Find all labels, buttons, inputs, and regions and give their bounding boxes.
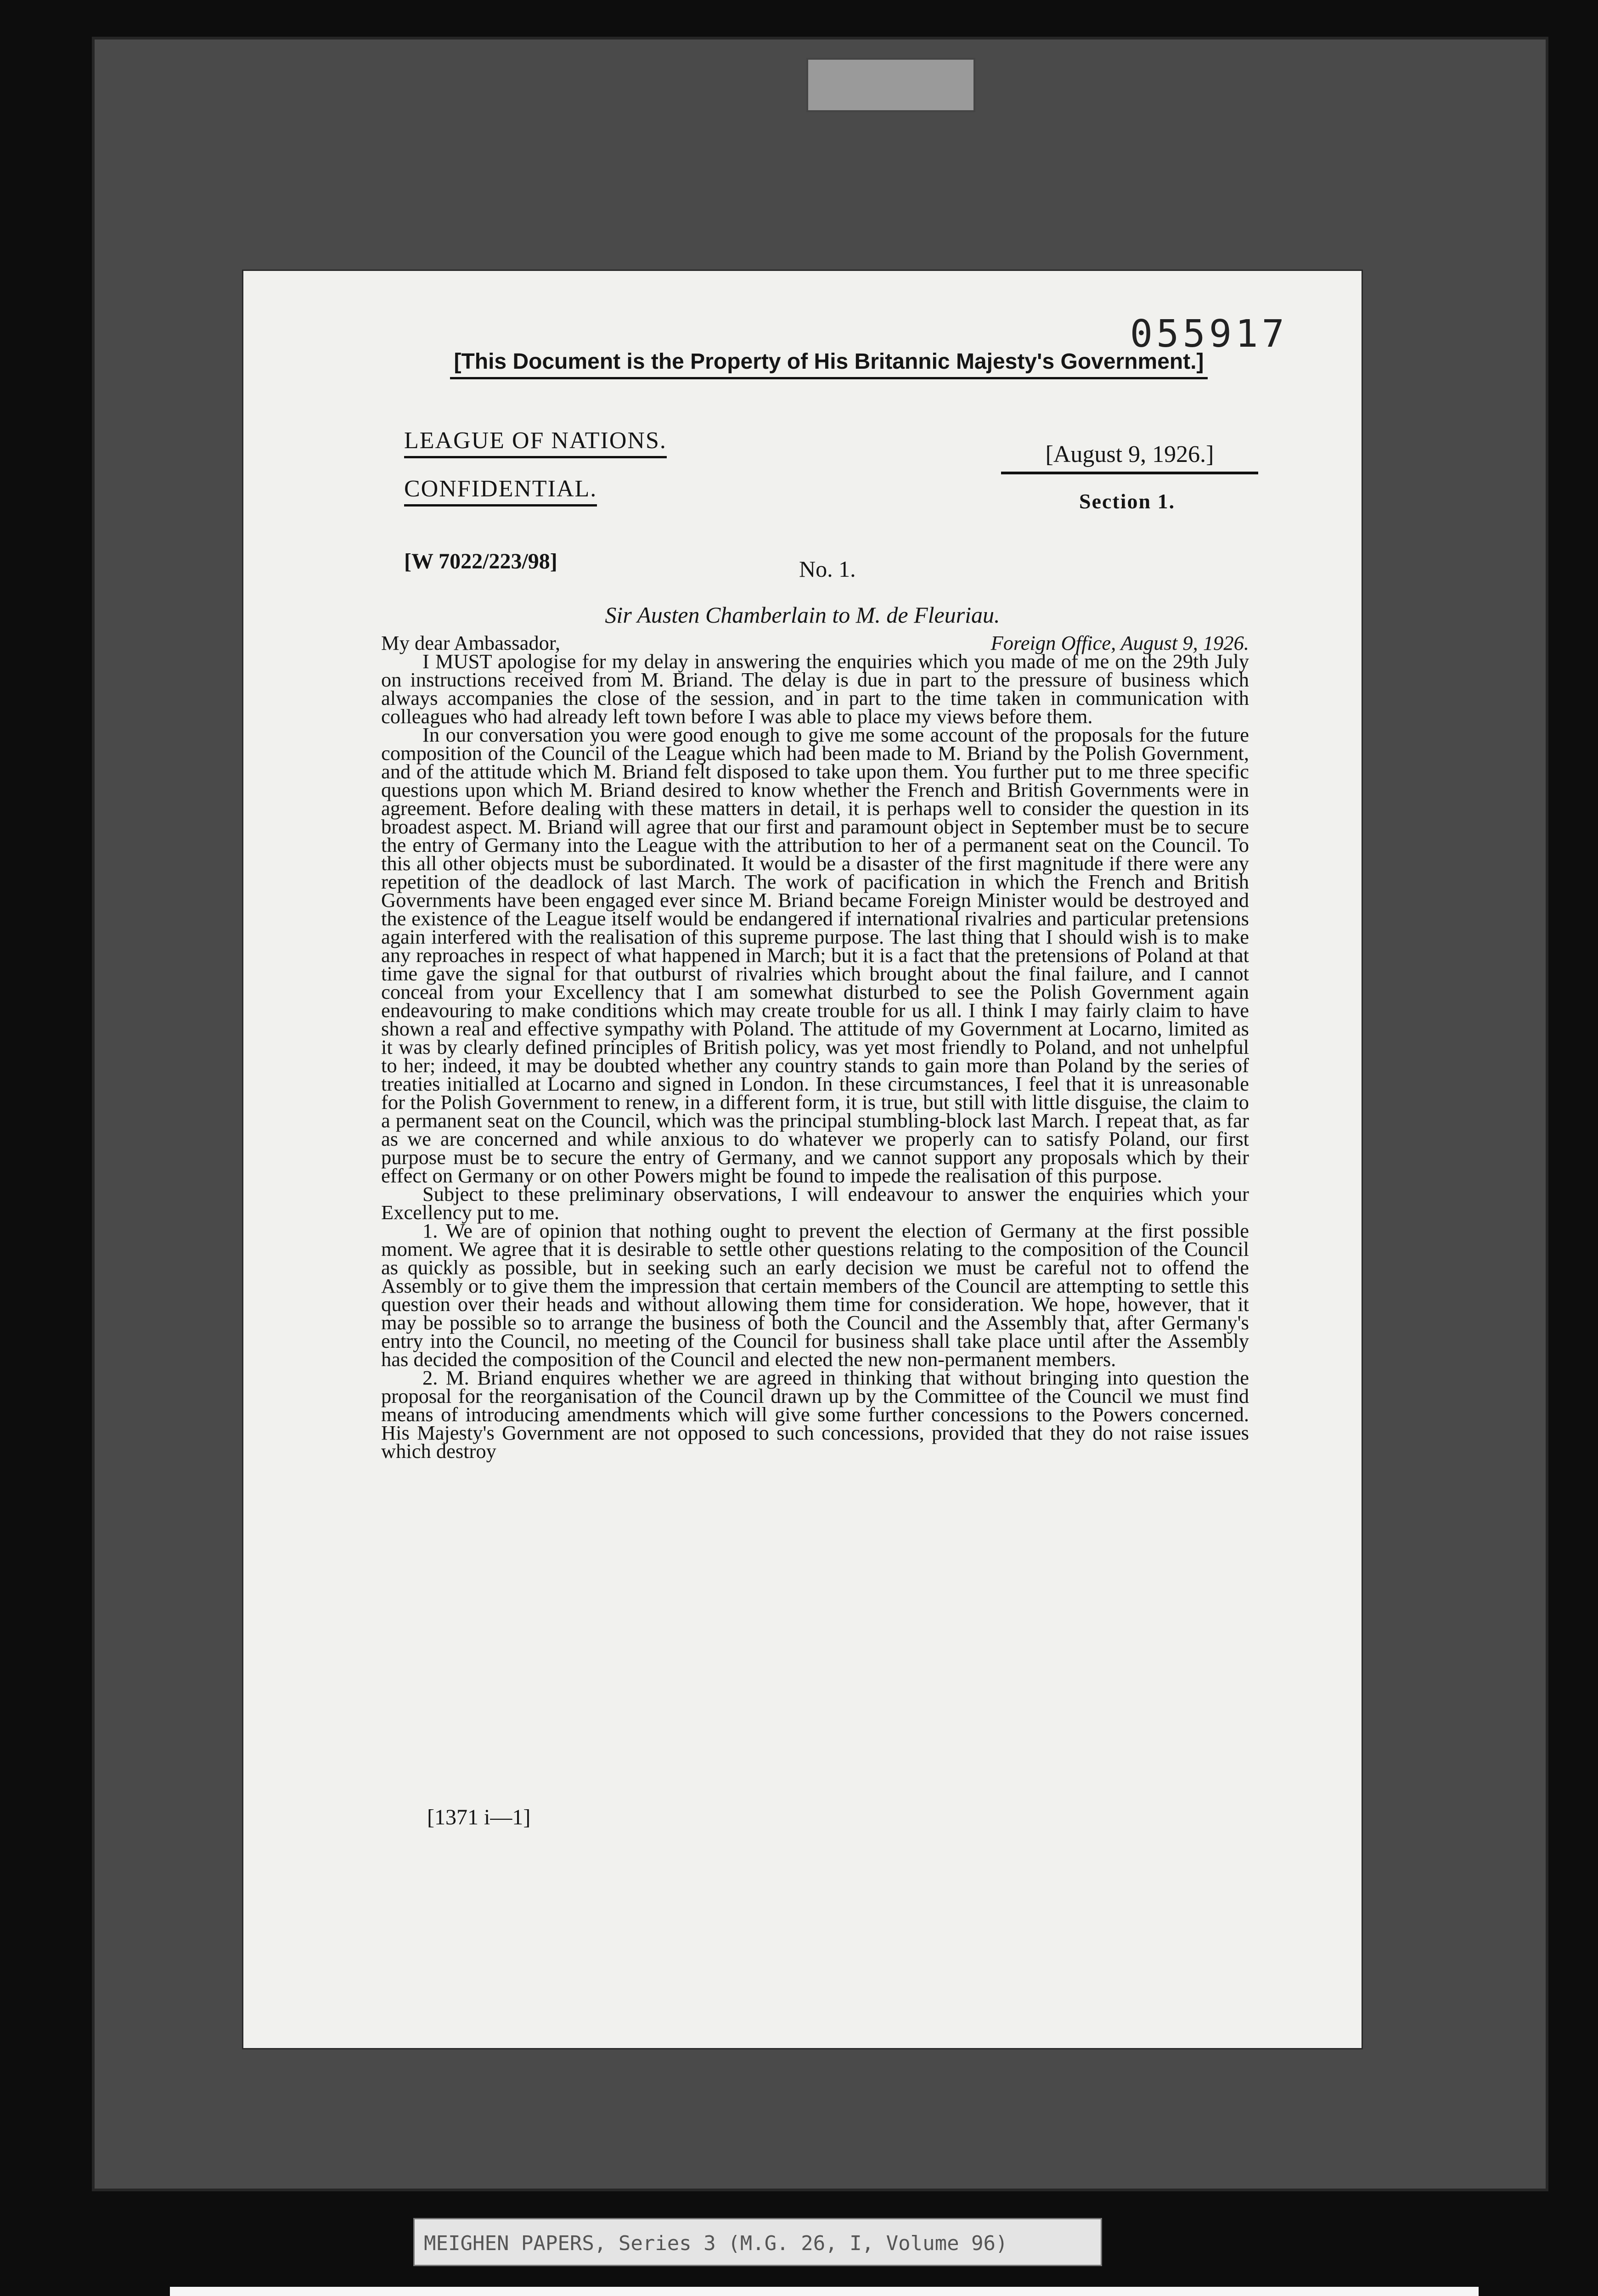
reference-number: 055917 — [1130, 312, 1288, 356]
property-notice: [This Document is the Property of His Britannic Majesty's Government.] — [450, 349, 1208, 379]
section-label: Section 1. — [1079, 490, 1176, 513]
organization-heading: LEAGUE OF NATIONS. — [404, 427, 667, 458]
paragraph: In our conversation you were good enough to give me some account of the proposals for the future composition of the Council of the League which had been made to M. Briand by the Polish Government, and of the attitude which M. Briand felt disposed to take upon them. You further put to me three specific questions upon which M. Briand desired to know whether the French and British Governments were in agreement. Before dealing with these matters in detail, it is perhaps well to consider the question in its broadest aspect. M. Briand will agree that our first and paramount object in September must be to secure the entry of Germany into the League with the attribution to her of a permanent seat on the Council. To this all other objects must be subordinated. It would be a disaster of the first magnitude if there were any repetition of the deadlock of last March. The work of pacification in which the French and British Governments have been engaged ever since M. Briand became Foreign Minister would be destroyed and the existence of the League itself would be endangered if international rivalries and particular pretensions again interfered with the realisation of this supreme purpose. The last thing that I should wish is to make any reproaches in respect of what happened in March; but it is a fact that the pretensions of Poland at that time gave the signal for that outburst of rivalries which brought about the final failure, and I cannot conceal from your Excellency that I am somewhat disturbed to see the Polish Government again endeavouring to make conditions which may create trouble for us all. I think I may fairly claim to have shown a real and effective sympathy with Poland. The attitude of my Government at Locarno, limited as it was by clearly defined principles of British policy, was yet most friendly to Poland, and not unhelpful to her; indeed, it may be doubted whether any country stands to gain more than Poland by the series of treaties initialled at Locarno and signed in London. In these circumstances, I feel that it is unreasonable for the Polish Government to renew, in a different form, it is true, but still with little disguise, the claim to a permanent seat on the Council, which was the principal stumbling-block last March. I repeat that, as far as we are concerned and while anxious to do whatever we properly can to satisfy Poland, our first purpose must be to secure the entry of Germany, and we cannot support any proposals which by their effect on Germany or on other Powers might be found to impede the realisation of this purpose. — [381, 723, 1249, 1187]
paragraph: 2. M. Briand enquires whether we are agreed in thinking that without bringing into question the proposal for the reorganisation of the Council drawn up by the Committee of the Council we must find means of introducing amendments which will give some further concessions to the Powers concerned. His Majesty's Government are not opposed to such concessions, provided that they do not raise issues which destroy — [381, 1366, 1249, 1463]
document-number: No. 1. — [799, 556, 856, 582]
document-page — [243, 271, 1362, 2048]
addressee-line: Sir Austen Chamberlain to M. de Fleuriau. — [605, 602, 1000, 628]
print-reference: [1371 i—1] — [427, 1805, 531, 1829]
paper-clip — [806, 58, 975, 112]
classification-heading: CONFIDENTIAL. — [404, 475, 597, 506]
paragraph: I MUST apologise for my delay in answering the enquiries which you made of me on the 29th July on instructions received from M. Briand. The delay is due in part to the pressure of business which always accompanies the close of the session, and in part to the time taken in communication with colleagues who had already left town before I was able to place my views before them. — [381, 650, 1249, 728]
document-date: [August 9, 1926.] — [1001, 441, 1258, 474]
salutation-row — [381, 631, 1249, 654]
archive-label: MEIGHEN PAPERS, Series 3 (M.G. 26, I, Volume 96) — [413, 2218, 1102, 2266]
salutation: My dear Ambassador, — [381, 631, 560, 654]
letter-body — [381, 631, 1249, 1463]
place-date: Foreign Office, August 9, 1926. — [990, 631, 1249, 654]
paragraph: Subject to these preliminary observations, I will endeavour to answer the enquiries which your Excellency put to me. — [381, 1182, 1249, 1224]
archives-stamp — [170, 2287, 1479, 2296]
paragraph: 1. We are of opinion that nothing ought to prevent the election of Germany at the first possible moment. We agree that it is desirable to settle other questions relating to the composition of the Council as quickly as possible, but in seeking such an early decision we must be careful not to offend the Assembly or to give them the impression that certain members of the Council are attempting to settle this question over their heads and without allowing them time for consideration. We hope, however, that it may be possible so to arrange the business of both the Council and the Assembly that, after Germany's entry into the Council, no meeting of the Council for business shall take place until after the Assembly has decided the composition of the Council and elected the new non-permanent members. — [381, 1219, 1249, 1371]
file-reference: [W 7022/223/98] — [404, 549, 557, 574]
